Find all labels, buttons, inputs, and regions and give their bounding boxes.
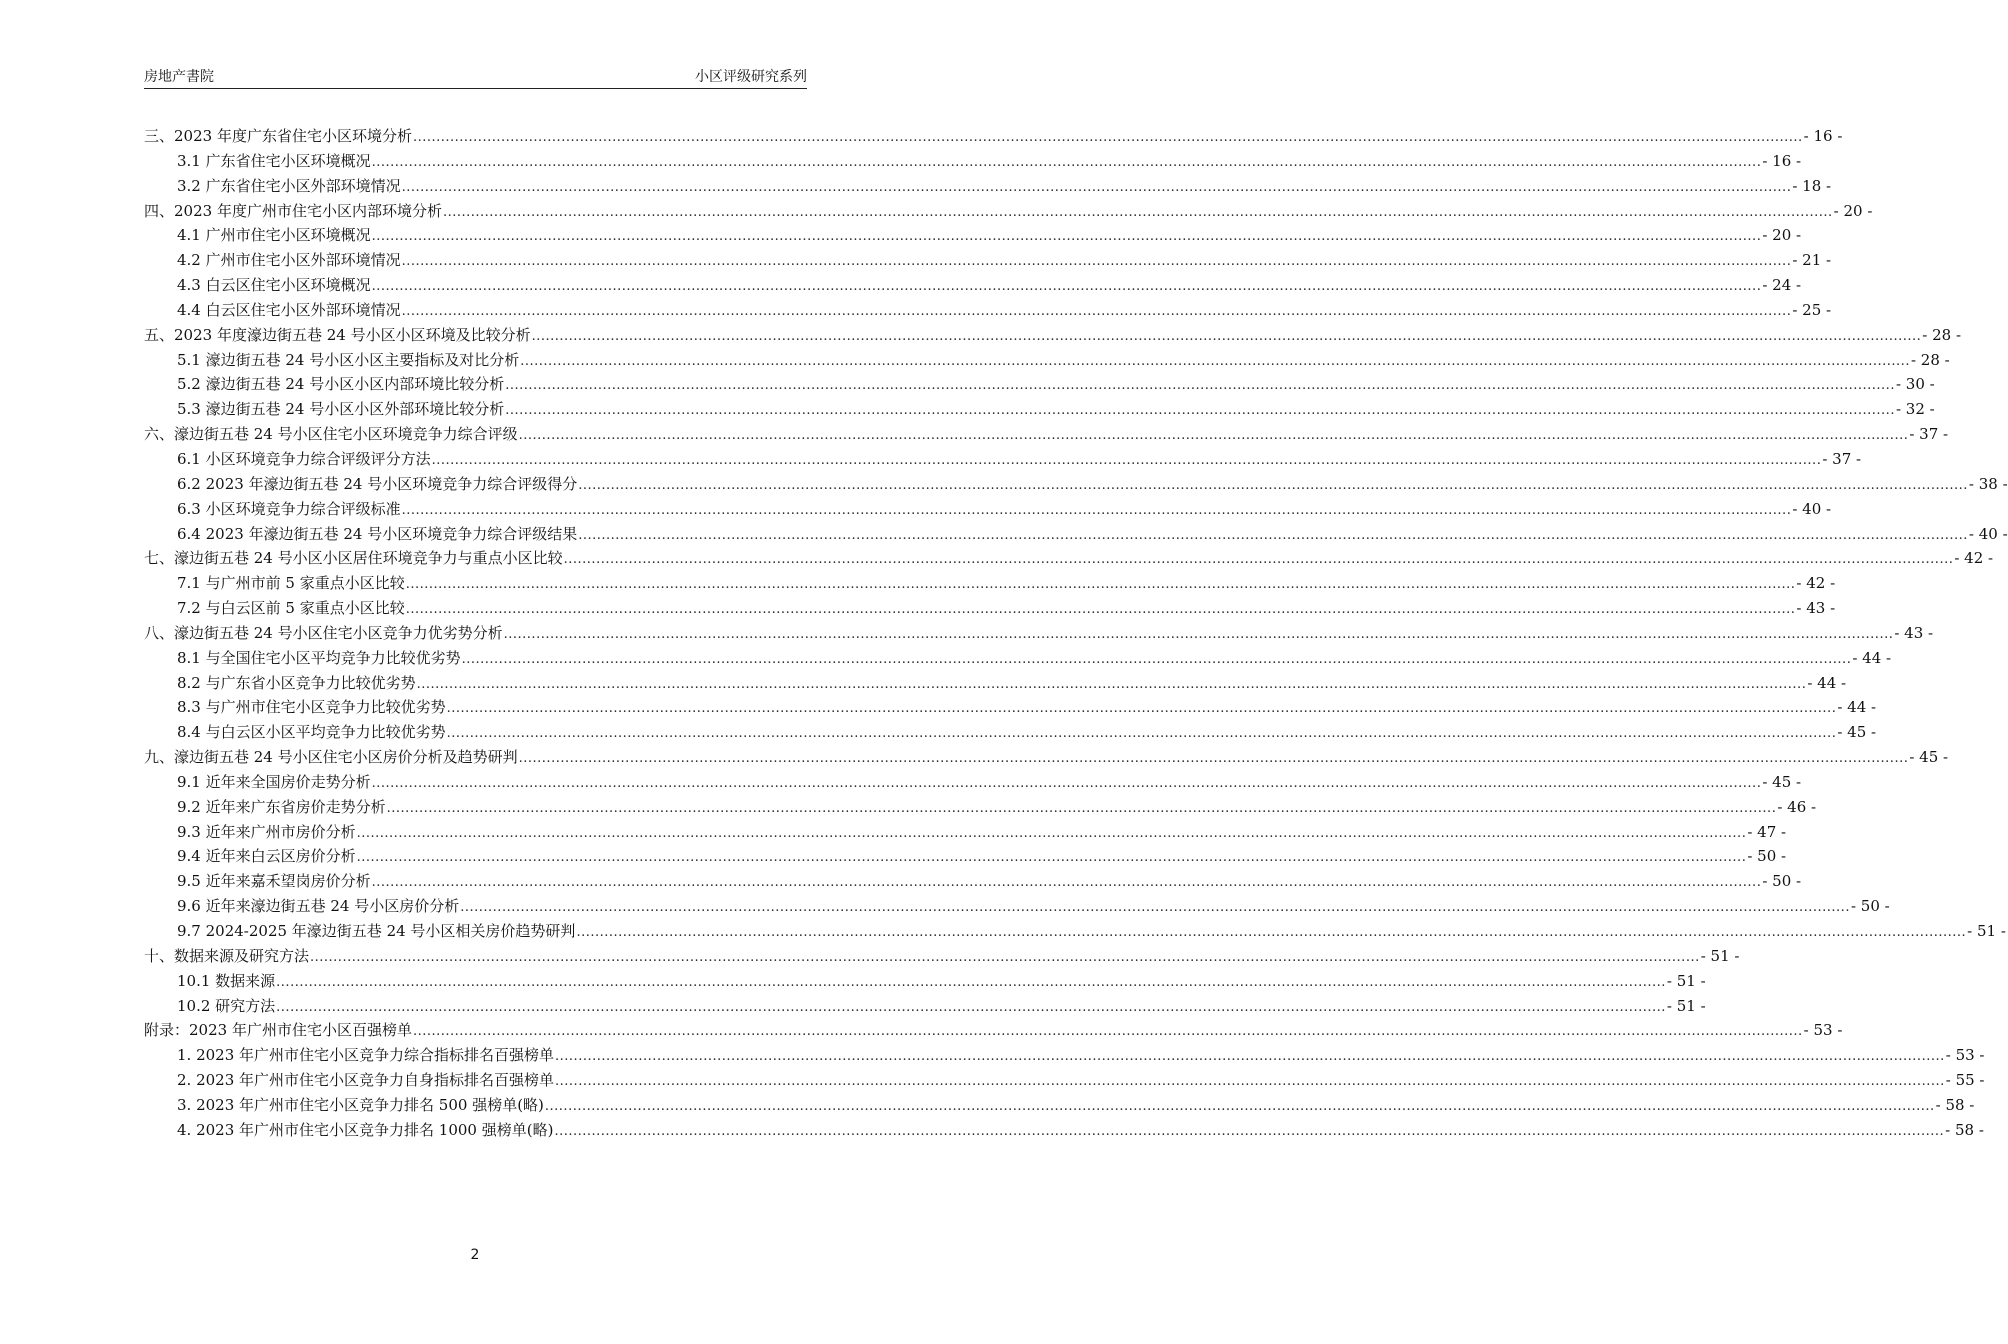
toc-entry-page: - 28 -: [1910, 350, 1950, 369]
toc-dot-leader: ............................................................................................................................................................................................................................................................................................................: [505, 378, 1895, 394]
toc-entry-title: 8.4 与白云区小区平均竞争力比较优劣势: [177, 723, 446, 742]
toc-section-entry[interactable]: [144, 969, 1706, 994]
toc-entry-page: - 37 -: [1909, 425, 1949, 444]
toc-entry-page: - 55 -: [1945, 1071, 1985, 1090]
toc-dot-leader: ............................................................................................................................................................................................................................................................................................................: [371, 279, 1762, 295]
page-number: 2: [470, 1247, 480, 1263]
toc-dot-leader: ............................................................................................................................................................................................................................................................................................................: [576, 925, 1967, 940]
toc-entry-title: 10.2 研究方法: [177, 996, 276, 1015]
toc-entry-title: 十、数据来源及研究方法: [144, 946, 310, 965]
toc-entry-page: - 51 -: [1700, 946, 1740, 965]
toc-chapter-entry[interactable]: [144, 323, 1962, 348]
toc-dot-leader: ............................................................................................................................................................................................................................................................................................................: [555, 1074, 1945, 1090]
toc-entry-title: 9.5 近年来嘉禾望岗房价分析: [177, 872, 371, 891]
toc-dot-leader: ............................................................................................................................................................................................................................................................................................................: [518, 428, 1909, 444]
toc-dot-leader: ............................................................................................................................................................................................................................................................................................................: [431, 452, 1822, 468]
toc-section-entry[interactable]: [144, 844, 1787, 869]
toc-entry-page: - 32 -: [1895, 400, 1935, 419]
toc-dot-leader: ............................................................................................................................................................................................................................................................................................................: [401, 179, 1792, 195]
toc-chapter-entry[interactable]: [144, 621, 1934, 646]
toc-section-entry[interactable]: [144, 1118, 1984, 1143]
toc-dot-leader: ............................................................................................................................................................................................................................................................................................................: [520, 353, 1910, 369]
toc-dot-leader: ............................................................................................................................................................................................................................................................................................................: [412, 130, 1803, 145]
toc-entry-title: 附录：2023 年广州市住宅小区百强榜单: [144, 1021, 412, 1040]
toc-entry-page: - 40 -: [1968, 524, 2008, 543]
toc-entry-page: - 37 -: [1822, 449, 1862, 468]
toc-entry-title: 9.3 近年来广州市房价分析: [177, 822, 356, 841]
toc-entry-title: 5.3 濠边街五巷 24 号小区小区外部环境比较分析: [177, 400, 505, 419]
toc-section-entry[interactable]: [144, 869, 1802, 894]
toc-section-entry[interactable]: [144, 522, 2008, 547]
toc-section-entry[interactable]: [144, 770, 1802, 795]
toc-entry-title: 七、濠边街五巷 24 号小区小区居住环境竞争力与重点小区比较: [144, 549, 563, 568]
toc-section-entry[interactable]: [144, 820, 1787, 845]
header-left-title: 房地产書院: [144, 69, 214, 85]
toc-dot-leader: ............................................................................................................................................................................................................................................................................................................: [276, 999, 1666, 1015]
toc-chapter-entry[interactable]: [144, 546, 1994, 571]
toc-entry-title: 5.2 濠边街五巷 24 号小区小区内部环境比较分析: [177, 375, 505, 394]
toc-chapter-entry[interactable]: [144, 1018, 1843, 1043]
toc-dot-leader: ............................................................................................................................................................................................................................................................................................................: [371, 154, 1762, 170]
toc-entry-page: - 42 -: [1796, 574, 1836, 593]
toc-section-entry[interactable]: [144, 1093, 1975, 1118]
toc-entry-page: - 44 -: [1807, 673, 1847, 692]
toc-dot-leader: ............................................................................................................................................................................................................................................................................................................: [518, 751, 1909, 767]
toc-section-entry[interactable]: [144, 919, 2006, 944]
toc-chapter-entry[interactable]: [144, 124, 1843, 149]
toc-entry-title: 三、2023 年度广东省住宅小区环境分析: [144, 127, 412, 145]
toc-entry-page: - 25 -: [1792, 300, 1832, 319]
toc-entry-page: - 28 -: [1922, 325, 1962, 344]
toc-entry-page: - 20 -: [1762, 226, 1802, 245]
toc-dot-leader: ............................................................................................................................................................................................................................................................................................................: [356, 850, 1747, 866]
toc-section-entry[interactable]: [144, 795, 1817, 820]
toc-entry-page: - 18 -: [1792, 176, 1832, 195]
toc-entry-title: 9.2 近年来广东省房价走势分析: [177, 797, 386, 816]
toc-dot-leader: ............................................................................................................................................................................................................................................................................................................: [578, 477, 1968, 493]
toc-entry-title: 8.1 与全国住宅小区平均竞争力比较优劣势: [177, 648, 461, 667]
toc-entry-page: - 20 -: [1833, 201, 1873, 220]
toc-entry-page: - 24 -: [1762, 276, 1802, 295]
toc-entry-title: 八、濠边街五巷 24 号小区住宅小区竞争力优劣势分析: [144, 623, 503, 642]
toc-entry-title: 四、2023 年度广州市住宅小区内部环境分析: [144, 201, 442, 220]
toc-dot-leader: ............................................................................................................................................................................................................................................................................................................: [401, 502, 1792, 518]
toc-section-entry[interactable]: [144, 397, 1935, 422]
toc-entry-page: - 47 -: [1747, 822, 1787, 841]
toc-dot-leader: ............................................................................................................................................................................................................................................................................................................: [371, 875, 1762, 891]
toc-dot-leader: ............................................................................................................................................................................................................................................................................................................: [416, 676, 1807, 692]
toc-entry-title: 8.3 与广州市住宅小区竞争力比较优劣势: [177, 698, 446, 717]
toc-entry-title: 五、2023 年度濠边街五巷 24 号小区小区环境及比较分析: [144, 325, 531, 344]
toc-dot-leader: ............................................................................................................................................................................................................................................................................................................: [460, 900, 1850, 916]
toc-entry-title: 4. 2023 年广州市住宅小区竞争力排名 1000 强榜单(略): [177, 1120, 554, 1139]
toc-section-entry[interactable]: [144, 273, 1802, 298]
toc-entry-page: - 42 -: [1954, 549, 1994, 568]
toc-entry-page: - 53 -: [1945, 1046, 1985, 1065]
toc-section-entry[interactable]: [144, 1043, 1985, 1068]
toc-entry-title: 3. 2023 年广州市住宅小区竞争力排名 500 强榜单(略): [177, 1095, 544, 1114]
toc-section-entry[interactable]: [144, 223, 1802, 248]
toc-dot-leader: ............................................................................................................................................................................................................................................................................................................: [276, 974, 1666, 990]
toc-dot-leader: ............................................................................................................................................................................................................................................................................................................: [461, 651, 1852, 667]
toc-entry-title: 1. 2023 年广州市住宅小区竞争力综合指标排名百强榜单: [177, 1046, 555, 1065]
toc-dot-leader: ............................................................................................................................................................................................................................................................................................................: [401, 254, 1792, 270]
toc-entry-page: - 58 -: [1935, 1095, 1975, 1114]
toc-entry-title: 9.7 2024-2025 年濠边街五巷 24 号小区相关房价趋势研判: [177, 922, 576, 940]
toc-entry-title: 8.2 与广东省小区竞争力比较优劣势: [177, 673, 416, 692]
toc-dot-leader: ............................................................................................................................................................................................................................................................................................................: [446, 726, 1837, 742]
toc-chapter-entry[interactable]: [144, 944, 1740, 969]
toc-entry-page: - 45 -: [1909, 748, 1949, 767]
toc-entry-title: 4.3 白云区住宅小区环境概况: [177, 276, 371, 295]
toc-dot-leader: ............................................................................................................................................................................................................................................................................................................: [544, 1098, 1935, 1114]
toc-section-entry[interactable]: [144, 695, 1877, 720]
toc-dot-leader: ............................................................................................................................................................................................................................................................................................................: [405, 602, 1796, 618]
toc-dot-leader: ............................................................................................................................................................................................................................................................................................................: [371, 229, 1762, 245]
toc-section-entry[interactable]: [144, 1068, 1985, 1093]
toc-entry-title: 7.1 与广州市前 5 家重点小区比较: [177, 574, 405, 593]
header-right-title: 小区评级研究系列: [695, 69, 807, 85]
toc-section-entry[interactable]: [144, 472, 2008, 497]
toc-entry-page: - 30 -: [1895, 375, 1935, 394]
toc-entry-page: - 58 -: [1945, 1120, 1984, 1139]
toc-entry-title: 9.1 近年来全国房价走势分析: [177, 772, 371, 791]
toc-entry-title: 六、濠边街五巷 24 号小区住宅小区环境竞争力综合评级: [144, 425, 518, 444]
table-of-contents: [144, 124, 2008, 1143]
toc-section-entry[interactable]: [144, 248, 1832, 273]
toc-entry-page: - 38 -: [1968, 474, 2008, 493]
toc-entry-page: - 44 -: [1852, 648, 1892, 667]
toc-entry-page: - 50 -: [1762, 872, 1802, 891]
toc-entry-title: 6.3 小区环境竞争力综合评级标准: [177, 499, 401, 518]
toc-section-entry[interactable]: [144, 994, 1706, 1019]
toc-entry-title: 6.2 2023 年濠边街五巷 24 号小区环境竞争力综合评级得分: [177, 474, 578, 493]
toc-entry-title: 7.2 与白云区前 5 家重点小区比较: [177, 599, 405, 618]
toc-entry-title: 6.4 2023 年濠边街五巷 24 号小区环境竞争力综合评级结果: [177, 524, 578, 543]
toc-section-entry[interactable]: [144, 348, 1950, 373]
toc-section-entry[interactable]: [144, 894, 1890, 919]
toc-section-entry[interactable]: [144, 298, 1832, 323]
toc-chapter-entry[interactable]: [144, 199, 1873, 224]
toc-entry-title: 九、濠边街五巷 24 号小区住宅小区房价分析及趋势研判: [144, 748, 518, 767]
toc-entry-title: 3.2 广东省住宅小区外部环境情况: [177, 176, 401, 195]
toc-entry-title: 5.1 濠边街五巷 24 号小区小区主要指标及对比分析: [177, 350, 520, 369]
toc-dot-leader: ............................................................................................................................................................................................................................................................................................................: [442, 204, 1833, 220]
toc-entry-page: - 45 -: [1837, 723, 1877, 742]
toc-entry-page: - 50 -: [1747, 847, 1787, 866]
toc-entry-page: - 40 -: [1792, 499, 1832, 518]
toc-section-entry[interactable]: [144, 497, 1832, 522]
toc-dot-leader: ............................................................................................................................................................................................................................................................................................................: [371, 775, 1762, 791]
toc-entry-title: 4.2 广州市住宅小区外部环境情况: [177, 251, 401, 270]
toc-entry-page: - 51 -: [1666, 996, 1706, 1015]
toc-dot-leader: ............................................................................................................................................................................................................................................................................................................: [503, 626, 1894, 642]
toc-entry-page: - 45 -: [1762, 772, 1802, 791]
toc-chapter-entry[interactable]: [144, 422, 1949, 447]
toc-dot-leader: ............................................................................................................................................................................................................................................................................................................: [554, 1123, 1945, 1139]
toc-entry-title: 2. 2023 年广州市住宅小区竞争力自身指标排名百强榜单: [177, 1071, 555, 1090]
toc-entry-page: - 21 -: [1792, 251, 1832, 270]
toc-dot-leader: ............................................................................................................................................................................................................................................................................................................: [405, 577, 1796, 593]
toc-section-entry[interactable]: [144, 671, 1847, 696]
toc-entry-page: - 44 -: [1837, 698, 1877, 717]
toc-entry-page: - 50 -: [1850, 897, 1890, 916]
toc-section-entry[interactable]: [144, 149, 1802, 174]
toc-entry-page: - 16 -: [1803, 127, 1843, 145]
toc-section-entry[interactable]: [144, 372, 1935, 397]
toc-entry-page: - 51 -: [1967, 922, 2006, 940]
toc-section-entry[interactable]: [144, 646, 1892, 671]
toc-section-entry[interactable]: [144, 596, 1836, 621]
toc-entry-title: 4.1 广州市住宅小区环境概况: [177, 226, 371, 245]
toc-entry-title: 10.1 数据来源: [177, 971, 276, 990]
toc-dot-leader: ............................................................................................................................................................................................................................................................................................................: [505, 403, 1895, 419]
toc-dot-leader: ............................................................................................................................................................................................................................................................................................................: [412, 1024, 1803, 1040]
toc-dot-leader: ............................................................................................................................................................................................................................................................................................................: [531, 328, 1922, 344]
toc-entry-page: - 43 -: [1796, 599, 1836, 618]
toc-dot-leader: ............................................................................................................................................................................................................................................................................................................: [446, 701, 1837, 717]
toc-dot-leader: ............................................................................................................................................................................................................................................................................................................: [555, 1049, 1945, 1065]
toc-section-entry[interactable]: [144, 571, 1836, 596]
toc-entry-title: 9.4 近年来白云区房价分析: [177, 847, 356, 866]
toc-entry-title: 6.1 小区环境竞争力综合评级评分方法: [177, 449, 431, 468]
toc-entry-title: 4.4 白云区住宅小区外部环境情况: [177, 300, 401, 319]
toc-section-entry[interactable]: [144, 447, 1862, 472]
toc-section-entry[interactable]: [144, 174, 1832, 199]
toc-entry-page: - 46 -: [1777, 797, 1817, 816]
toc-entry-page: - 16 -: [1762, 151, 1802, 170]
toc-entry-page: - 51 -: [1666, 971, 1706, 990]
toc-dot-leader: ............................................................................................................................................................................................................................................................................................................: [578, 527, 1968, 543]
toc-dot-leader: ............................................................................................................................................................................................................................................................................................................: [386, 800, 1777, 816]
toc-dot-leader: ............................................................................................................................................................................................................................................................................................................: [401, 303, 1792, 319]
toc-entry-title: 9.6 近年来濠边街五巷 24 号小区房价分析: [177, 897, 460, 916]
toc-dot-leader: ............................................................................................................................................................................................................................................................................................................: [356, 825, 1747, 841]
toc-entry-title: 3.1 广东省住宅小区环境概况: [177, 151, 371, 170]
toc-dot-leader: ............................................................................................................................................................................................................................................................................................................: [563, 552, 1954, 568]
toc-entry-page: - 53 -: [1803, 1021, 1843, 1040]
toc-dot-leader: ............................................................................................................................................................................................................................................................................................................: [310, 949, 1700, 965]
page-header: [144, 67, 807, 89]
toc-entry-page: - 43 -: [1894, 623, 1934, 642]
toc-section-entry[interactable]: [144, 720, 1877, 745]
toc-chapter-entry[interactable]: [144, 745, 1949, 770]
